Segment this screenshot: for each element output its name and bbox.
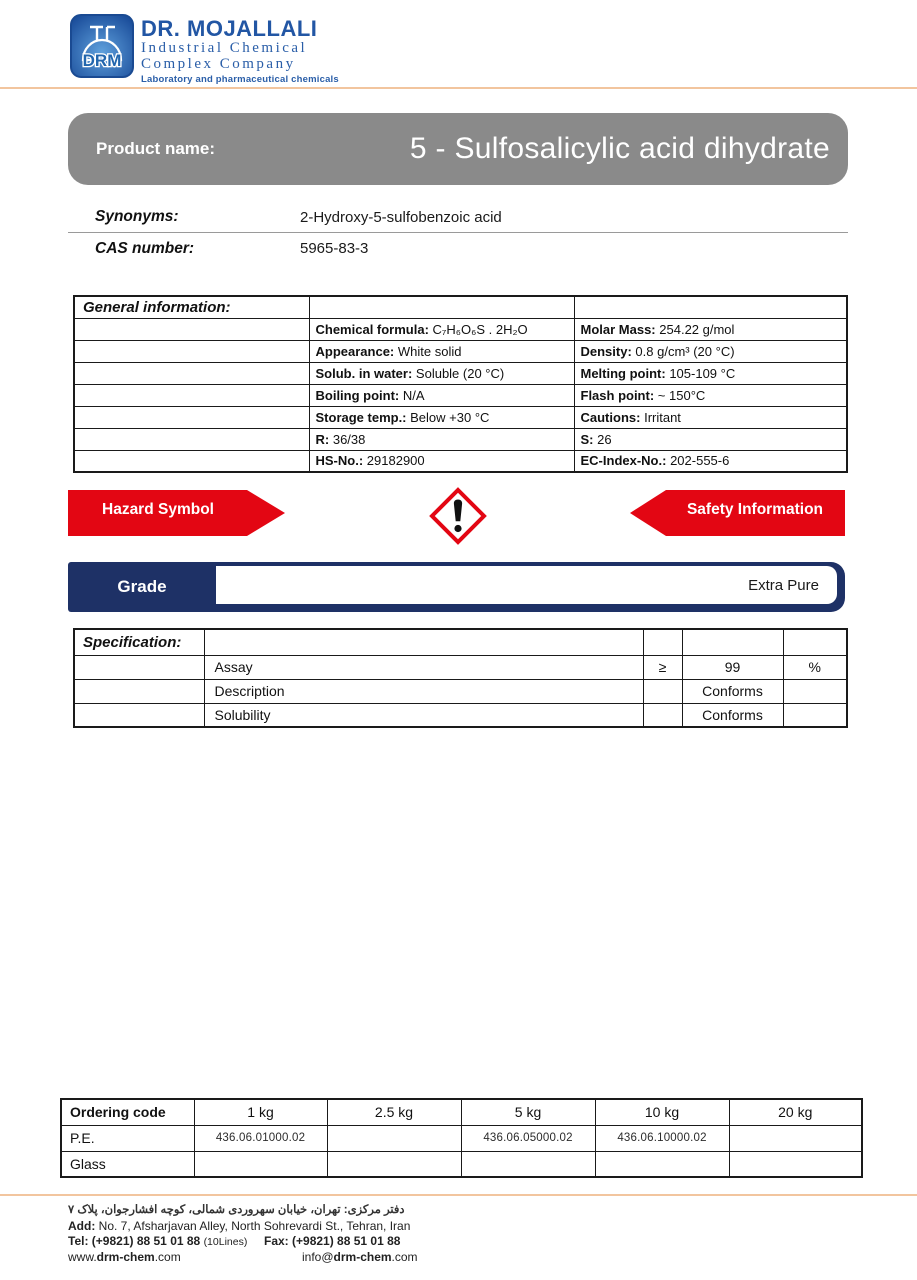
- drm-flask-icon: [70, 14, 134, 78]
- address-label: Add:: [68, 1219, 96, 1233]
- spec-value: 99: [682, 655, 783, 679]
- phone-line: [68, 1234, 488, 1250]
- cas-row: [68, 233, 848, 264]
- spec-parameter: Solubility: [204, 703, 643, 727]
- spec-unit: [783, 679, 847, 703]
- table-row: [74, 679, 847, 703]
- empty-cell: [74, 450, 309, 472]
- pack-size-header: 5 kg: [461, 1099, 595, 1125]
- empty-cell: [74, 655, 204, 679]
- packaging-label: P.E.: [61, 1125, 194, 1151]
- spec-unit: [783, 703, 847, 727]
- web-line: [68, 1250, 488, 1265]
- empty-cell: [783, 629, 847, 655]
- property-cell: Solub. in water: Soluble (20 °C): [309, 362, 574, 384]
- cas-value: 5965-83-3: [300, 240, 369, 257]
- ordering-code-header: Ordering code: [61, 1099, 194, 1125]
- website-url: www.drm-chem.com: [68, 1250, 181, 1264]
- empty-cell: [74, 362, 309, 384]
- ordering-code-cell: 436.06.05000.02: [461, 1125, 595, 1151]
- logo-monogram: DRM: [82, 51, 122, 70]
- spec-operator: [643, 703, 682, 727]
- table-row: [74, 655, 847, 679]
- table-row: [74, 362, 847, 384]
- general-info-table: [73, 295, 848, 473]
- table-row: [74, 629, 847, 655]
- synonyms-label: Synonyms:: [95, 208, 179, 225]
- property-cell: S: 26: [574, 428, 847, 450]
- empty-cell: [309, 296, 574, 318]
- footer-divider: [0, 1194, 917, 1196]
- address-value: No. 7, Afsharjavan Alley, North Sohrevardi St., Tehran, Iran: [98, 1219, 411, 1233]
- property-cell: Storage temp.: Below +30 °C: [309, 406, 574, 428]
- property-cell: Boiling point: N/A: [309, 384, 574, 406]
- grade-value: Extra Pure: [216, 566, 837, 604]
- email-address: info@drm-chem.com: [302, 1250, 418, 1264]
- tel-label: Tel:: [68, 1234, 89, 1248]
- company-tagline: Laboratory and pharmaceutical chemicals: [141, 74, 339, 85]
- ghs-exclamation-icon: [429, 487, 487, 545]
- product-name-value: 5 - Sulfosalicylic acid dihydrate: [409, 132, 830, 165]
- property-cell: Cautions: Irritant: [574, 406, 847, 428]
- spec-value: Conforms: [682, 679, 783, 703]
- empty-cell: [574, 296, 847, 318]
- empty-cell: [74, 384, 309, 406]
- table-row: [61, 1099, 862, 1125]
- synonyms-row: [68, 202, 848, 233]
- ordering-code-table: [60, 1098, 863, 1178]
- table-row: [74, 296, 847, 318]
- pack-size-header: 1 kg: [194, 1099, 327, 1125]
- hazard-row: [68, 487, 845, 545]
- address-line: [68, 1219, 488, 1234]
- header-divider: [0, 87, 917, 89]
- ordering-code-cell: [461, 1151, 595, 1177]
- product-name-banner: [68, 113, 848, 185]
- grade-label: Grade: [117, 577, 167, 596]
- grade-bar: [68, 562, 845, 612]
- fax-label: Fax:: [264, 1234, 289, 1248]
- table-row: [74, 450, 847, 472]
- pack-size-header: 10 kg: [595, 1099, 729, 1125]
- property-cell: Flash point: ~ 150°C: [574, 384, 847, 406]
- table-row: [74, 318, 847, 340]
- empty-cell: [643, 629, 682, 655]
- table-row: [74, 406, 847, 428]
- table-row: [61, 1151, 862, 1177]
- table-row: [74, 340, 847, 362]
- product-name-label: Product name:: [96, 139, 216, 158]
- company-logo: [70, 14, 339, 85]
- ordering-code-cell: [729, 1151, 862, 1177]
- fax-number: (+9821) 88 51 01 88: [292, 1234, 401, 1248]
- empty-cell: [204, 629, 643, 655]
- specification-title: Specification:: [74, 629, 204, 655]
- empty-cell: [74, 406, 309, 428]
- company-subtitle-1: Industrial Chemical: [141, 40, 308, 56]
- property-cell: R: 36/38: [309, 428, 574, 450]
- pack-size-header: 2.5 kg: [327, 1099, 461, 1125]
- specification-table: [73, 628, 848, 728]
- table-row: [74, 703, 847, 727]
- ordering-code-cell: [327, 1125, 461, 1151]
- table-row: [61, 1125, 862, 1151]
- tel-note: (10Lines): [203, 1236, 248, 1248]
- spec-parameter: Assay: [204, 655, 643, 679]
- cas-label: CAS number:: [95, 239, 195, 257]
- ordering-code-cell: [194, 1151, 327, 1177]
- spec-unit: %: [783, 655, 847, 679]
- ordering-code-cell: [327, 1151, 461, 1177]
- empty-cell: [74, 318, 309, 340]
- table-row: [74, 428, 847, 450]
- company-name: DR. MOJALLALI: [141, 16, 318, 41]
- hazard-symbol-label: Hazard Symbol: [102, 501, 214, 518]
- ordering-code-cell: 436.06.10000.02: [595, 1125, 729, 1151]
- company-subtitle-2: Complex Company: [141, 56, 296, 72]
- property-cell: Density: 0.8 g/cm³ (20 °C): [574, 340, 847, 362]
- property-cell: Molar Mass: 254.22 g/mol: [574, 318, 847, 340]
- property-cell: Appearance: White solid: [309, 340, 574, 362]
- safety-information-label: Safety Information: [686, 501, 824, 518]
- spec-operator: ≥: [643, 655, 682, 679]
- ordering-code-cell: 436.06.01000.02: [194, 1125, 327, 1151]
- packaging-label: Glass: [61, 1151, 194, 1177]
- empty-cell: [74, 679, 204, 703]
- table-row: [74, 384, 847, 406]
- property-cell: Chemical formula: C₇H₆O₆S . 2H₂O: [309, 318, 574, 340]
- tel-number: (+9821) 88 51 01 88: [91, 1234, 201, 1248]
- identifier-block: [68, 202, 848, 264]
- pack-size-header: 20 kg: [729, 1099, 862, 1125]
- empty-cell: [74, 340, 309, 362]
- footer-contact-block: [68, 1203, 488, 1265]
- property-cell: HS-No.: 29182900: [309, 450, 574, 472]
- spec-operator: [643, 679, 682, 703]
- property-cell: EC-Index-No.: 202-555-6: [574, 450, 847, 472]
- synonyms-value: 2-Hydroxy-5-sulfobenzoic acid: [300, 208, 502, 226]
- address-farsi: دفتر مرکزی: تهران، خیابان سهروردی شمالی، کوچه افشارجوان، پلاک ۷: [68, 1204, 405, 1216]
- ordering-code-cell: [595, 1151, 729, 1177]
- ordering-code-cell: [729, 1125, 862, 1151]
- empty-cell: [682, 629, 783, 655]
- empty-cell: [74, 703, 204, 727]
- spec-parameter: Description: [204, 679, 643, 703]
- property-cell: Melting point: 105-109 °C: [574, 362, 847, 384]
- general-info-title: General information:: [74, 296, 309, 318]
- spec-value: Conforms: [682, 703, 783, 727]
- empty-cell: [74, 428, 309, 450]
